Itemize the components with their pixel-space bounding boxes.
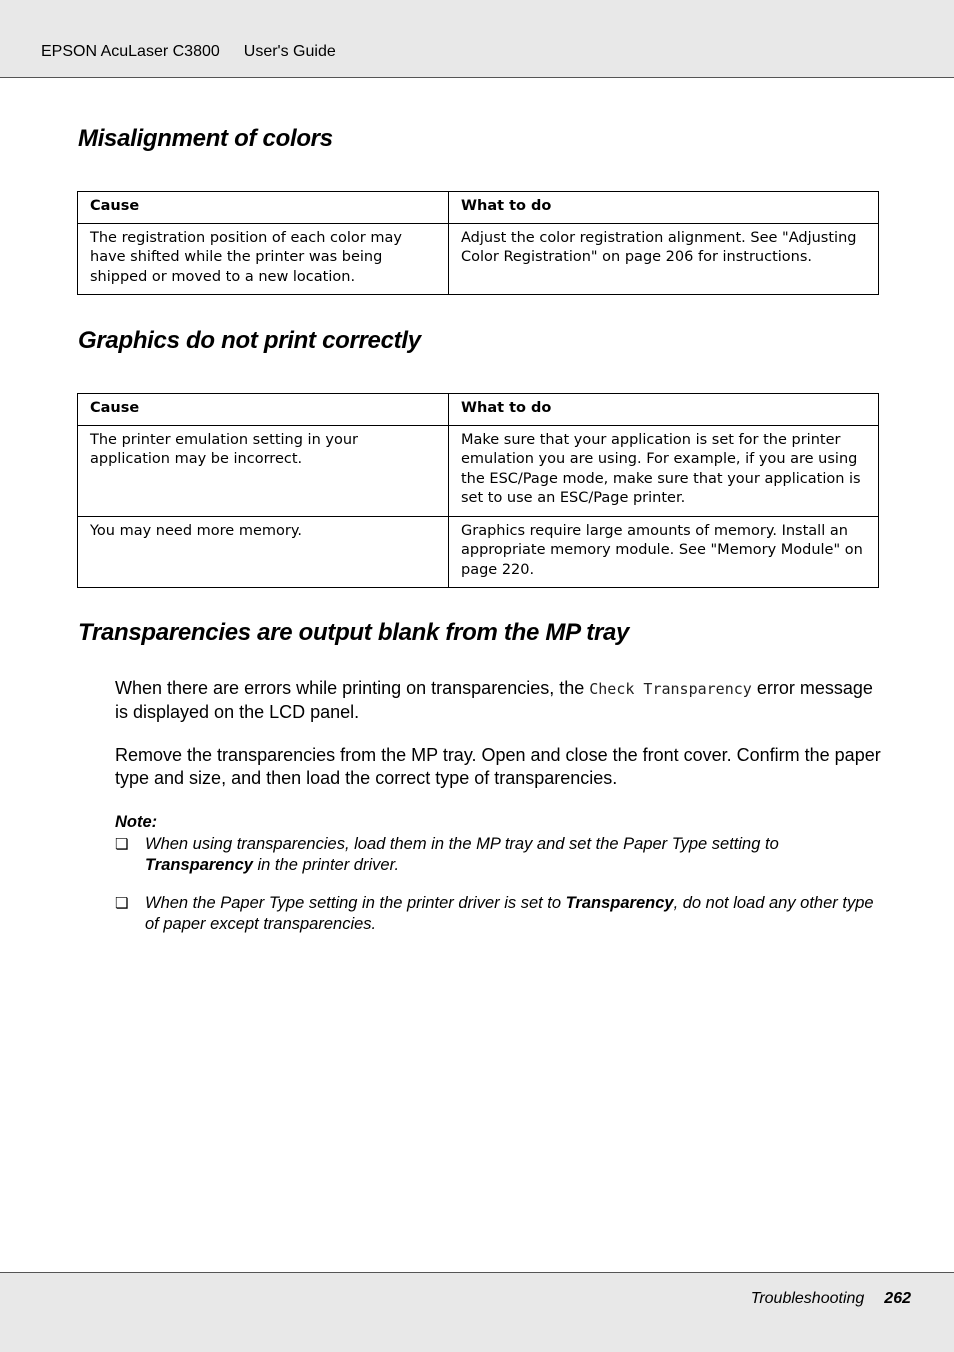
- transparency-error-paragraph: [115, 677, 885, 724]
- table-cell-what-to-do: Adjust the color registration alignment. See "Adjusting Color Registration" on page 206 for instructions.: [449, 223, 879, 295]
- section-title-misalignment: Misalignment of colors: [78, 125, 333, 152]
- table-header-row: [78, 394, 879, 426]
- table-cell-cause: The registration position of each color may have shifted while the printer was being shipped or moved to a new location.: [78, 223, 449, 295]
- lcd-message: Check Transparency: [589, 680, 752, 698]
- header-product: EPSON AcuLaser C3800: [41, 43, 220, 60]
- header-guide: User's Guide: [243, 43, 336, 60]
- page-footer: [0, 1272, 954, 1352]
- graphics-table: [77, 393, 879, 588]
- table-cell-what-to-do: Make sure that your application is set for the printer emulation you are using. For example, if you are using the ESC/Page mode, make sure that your application is set to use an ESC/Page printer.: [449, 425, 879, 516]
- transparency-remedy-paragraph: Remove the transparencies from the MP tray. Open and close the front cover. Confirm the paper type and size, and then load the correct type of transparencies.: [115, 745, 881, 788]
- table-cell-cause: The printer emulation setting in your application may be incorrect.: [78, 425, 449, 516]
- note-item: [115, 893, 885, 935]
- table-cell-cause: You may need more memory.: [78, 516, 449, 588]
- table-header-row: [78, 192, 879, 224]
- para1-text-before: When there are errors while printing on transparencies, the: [115, 678, 590, 698]
- page-number: 262: [884, 1290, 911, 1307]
- note-item2-before: When the Paper Type setting in the printer driver is set to: [145, 894, 566, 912]
- checkbox-bullet-icon: ❏: [115, 835, 129, 853]
- note-item-text: [145, 893, 885, 935]
- note-label: Note:: [115, 813, 158, 831]
- note-item2-bold: Transparency: [565, 894, 674, 912]
- note-item1-before: When using transparencies, load them in the MP tray and set the Paper Type setting to: [145, 835, 779, 853]
- footer-section: Troubleshooting: [750, 1290, 865, 1307]
- header-text: [41, 43, 336, 61]
- misalignment-table: [77, 191, 879, 295]
- table-header-what-to-do: What to do: [449, 394, 879, 426]
- para1-text-after: error message is displayed on the LCD panel.: [115, 678, 873, 722]
- table-header-cause: Cause: [78, 192, 449, 224]
- table-header-cause: Cause: [78, 394, 449, 426]
- section-title-transparencies: Transparencies are output blank from the MP tray: [78, 619, 630, 646]
- note-item-text: [145, 834, 885, 876]
- note-item: [115, 834, 885, 876]
- page-header: [0, 0, 954, 78]
- table-cell-what-to-do: Graphics require large amounts of memory. Install an appropriate memory module. See "Memory Module" on page 220.: [449, 516, 879, 588]
- checkbox-bullet-icon: ❏: [115, 894, 129, 912]
- table-row: [78, 516, 879, 588]
- note-item2-after: , do not load any other type of paper except transparencies.: [145, 894, 874, 933]
- table-row: [78, 425, 879, 516]
- table-header-what-to-do: What to do: [449, 192, 879, 224]
- note-item1-after: in the printer driver.: [252, 856, 400, 874]
- note-item1-bold: Transparency: [145, 856, 253, 874]
- footer-text: [751, 1290, 911, 1308]
- table-row: [78, 223, 879, 295]
- section-title-graphics: Graphics do not print correctly: [78, 327, 421, 354]
